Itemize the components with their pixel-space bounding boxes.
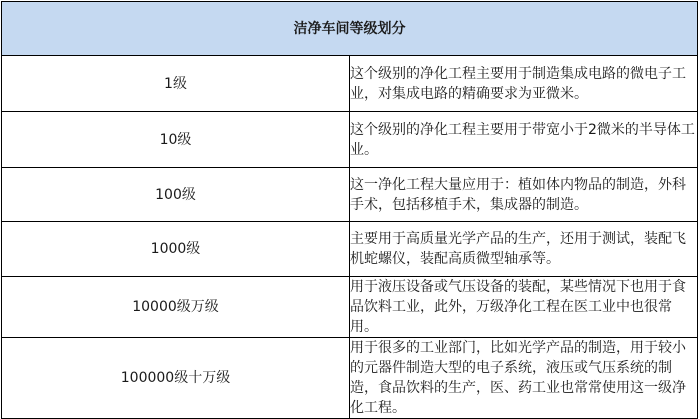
table-row [2,168,698,222]
grade-level-cell: 1000级 [2,222,350,277]
table-row [2,338,698,419]
grade-description-cell: 这个级别的净化工程主要用于制造集成电路的微电子工业，对集成电路的精确要求为亚微米。 [350,56,698,112]
table-row [2,56,698,112]
grade-description-cell: 主要用于高质量光学产品的生产，还用于测试，装配飞机蛇螺仪，装配高质微型轴承等。 [350,222,698,277]
table-header-row [2,2,698,56]
grade-description-cell: 这个级别的净化工程主要用于带宽小于2微米的半导体工业。 [350,112,698,168]
table-row [2,277,698,338]
table-title: 洁净车间等级划分 [2,2,698,56]
grade-description-cell: 用于液压设备或气压设备的装配，某些情况下也用于食品饮料工业，此外，万级净化工程在医工业中也很常用。 [350,277,698,338]
grade-level-cell: 10级 [2,112,350,168]
grade-level-cell: 100级 [2,168,350,222]
cleanroom-grade-table [1,1,698,419]
table-row [2,112,698,168]
grade-level-cell: 10000级万级 [2,277,350,338]
table-row [2,222,698,277]
grade-description-cell: 这一净化工程大量应用于：植如体内物品的制造，外科手术，包括移植手术，集成器的制造。 [350,168,698,222]
grade-level-cell: 1级 [2,56,350,112]
grade-description-cell: 用于很多的工业部门，比如光学产品的制造，用于较小的元器件制造大型的电子系统，液压或气压系统的制造，食品饮料的生产，医、药工业也常常使用这一级净化工程。 [350,338,698,419]
grade-level-cell: 100000级十万级 [2,338,350,419]
